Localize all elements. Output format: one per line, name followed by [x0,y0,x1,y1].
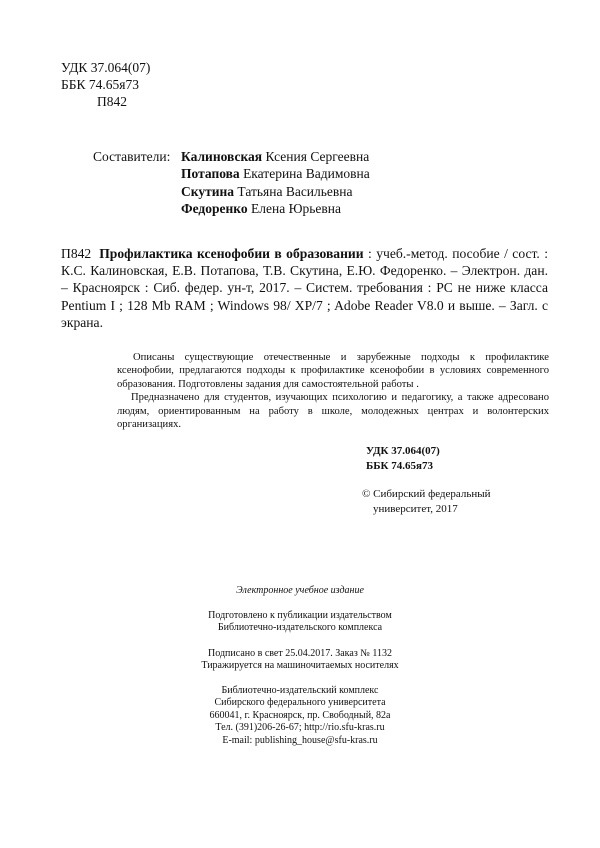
compilers-block [93,148,370,217]
compiler-surname: Калиновская [181,149,263,164]
udk-code: УДК 37.064(07) [61,60,151,75]
annotation [117,351,549,431]
imprint-line: Тиражируется на машиночитаемых носителях [201,660,399,672]
compiler-surname: Федоренко [181,200,248,216]
compilers-label: Составители: [93,149,171,164]
imprint-line: Сибирского федерального университета [214,697,386,709]
imprint-line: Библиотечно-издательский комплекс [221,685,379,696]
compiler-row [93,148,370,165]
compiler-given: Екатерина Вадимовна [239,166,370,182]
imprint-line: Подписано в свет 25.04.2017. Заказ № 1132 [208,648,392,659]
imprint-line: Библиотечно-издательского комплекса [217,622,383,634]
book-title: Профилактика ксенофобии в образовании [99,246,364,261]
compiler-row [93,183,370,200]
imprint-line: E-mail: publishing_house@sfu-kras.ru [222,734,378,746]
compiler-given: Татьяна Васильевна [234,183,353,199]
copyright-notice [362,487,491,517]
classification-codes [61,59,150,110]
compiler-given: Елена Юрьевна [247,200,341,216]
copyright-line: университет, 2017 [373,503,458,515]
udk-code: УДК 37.064(07) [366,445,440,457]
biblio-description: : учеб.-метод. пособие / сост. : К.С. Калиновская, Е.В. Потапова, Т.В. Скутина, Е.Ю. Федоренко. – Электрон. дан. – Красноярск : Сиб. федер. ун-т, 2017. – Систем. требования : PC не ниже класса Pentium I ; 128 Mb RAM ; Windows 98/ XP/7 ; Adobe Reader V8.0 и выше. – Загл. с экрана. [61,246,548,330]
bibliographic-record [61,245,548,331]
compiler-row [93,165,370,182]
bbk-code: ББК 74.65я73 [366,460,433,472]
imprint-line: Подготовлено к публикации издательством [208,610,392,621]
imprint-line: Тел. (391)206-26-67; http://rio.sfu-kras.ru [215,722,385,734]
compiler-surname: Потапова [181,166,240,182]
biblio-index: П842 [61,246,92,261]
compiler-given: Ксения Сергеевна [262,149,370,164]
classification-codes-bottom [366,444,440,474]
publisher-info [0,685,600,747]
annotation-paragraph: Предназначено для студентов, изучающих психологию и педагогику, а также адресовано людям, ориентированным на работу в школе, молодежных центрах и волонтерских организациях. [117,392,549,431]
signing-info [0,648,600,673]
copyright-line: © Сибирский федеральный [362,488,491,500]
compiler-row [93,200,370,217]
annotation-paragraph: Описаны существующие отечественные и зарубежные подходы к профилактике ксенофобии, предлагаются подходы к профилактике ксенофобии в условиях современного образования. Подготовлены задания для самостоятельной работы . [117,352,549,390]
imprint-line: 660041, г. Красноярск, пр. Свободный, 82а [209,709,391,721]
bbk-code: ББК 74.65я73 [61,77,139,92]
edition-type: Электронное учебное издание [236,585,364,596]
prepared-by [0,610,600,635]
author-index: П842 [97,94,127,109]
compiler-surname: Скутина [181,183,235,199]
